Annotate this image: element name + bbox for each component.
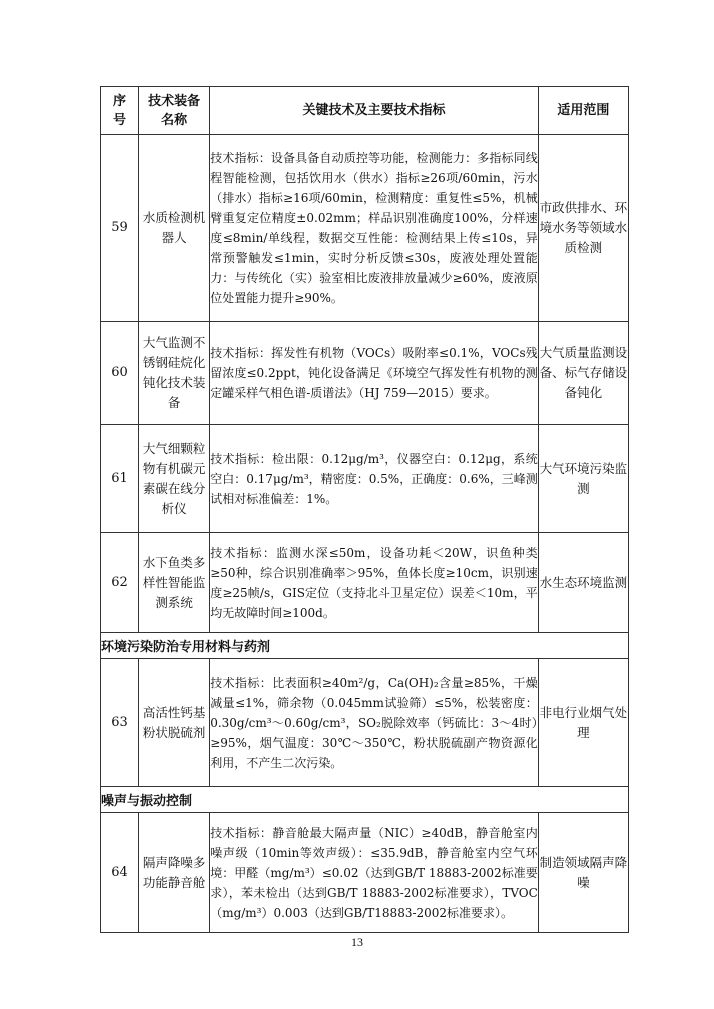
technical-spec: 技术指标：设备具备自动质控等功能，检测能力：多指标同线程智能检测，包括饮用水（供水）指标≥26项/60min，污水（排水）指标≥16项/60min，检测精度：重复性≤5%，机械臂重复定位精度±0.02mm；样品识别准确度100%，分样速度≤8min/单线程，数据交互性能：检测结果上传≤10s，异常预警触发≤1min，实时分析反馈≤30s，废液处理处置能力：与传统化（实）验室相比废液排放量减少≥60%，废液原位处置能力提升≥90%。 — [210, 135, 539, 322]
header-name: 技术装备名称 — [139, 87, 210, 135]
equipment-name: 水质检测机器人 — [139, 135, 210, 322]
table-row — [101, 533, 629, 633]
application-scope: 大气环境污染监测 — [538, 425, 628, 533]
table-row — [101, 425, 629, 533]
table-row — [101, 659, 629, 787]
section-heading: 环境污染防治专用材料与药剂 — [101, 633, 629, 659]
section-row — [101, 787, 629, 813]
application-scope: 非电行业烟气处理 — [538, 659, 628, 787]
technical-spec: 技术指标：检出限：0.12μg/m³，仪器空白：0.12μg，系统空白：0.17μg/m³，精密度：0.5%，正确度：0.6%，三峰测试相对标准偏差：1%。 — [210, 425, 539, 533]
row-number: 62 — [101, 533, 139, 633]
page-number: 13 — [351, 935, 363, 949]
equipment-table — [100, 86, 629, 933]
equipment-name: 大气监测不锈钢硅烷化钝化技术装备 — [139, 322, 210, 425]
section-heading: 噪声与振动控制 — [101, 787, 629, 813]
table-header-row — [101, 87, 629, 135]
application-scope: 水生态环境监测 — [538, 533, 628, 633]
header-spec: 关键技术及主要技术指标 — [210, 87, 539, 135]
technical-spec: 技术指标：比表面积≥40m²/g，Ca(OH)₂含量≥85%，干燥减量≤1%，筛余物（0.045mm试验筛）≤5%，松装密度：0.30g/cm³～0.60g/cm³，SO₂脱除效率（钙硫比：3～4时）≥95%，烟气温度：30℃～350℃，粉状脱硫副产物资源化利用，不产生二次污染。 — [210, 659, 539, 787]
application-scope: 制造领域隔声降噪 — [538, 813, 628, 933]
equipment-name: 高活性钙基粉状脱硫剂 — [139, 659, 210, 787]
section-row — [101, 633, 629, 659]
table-row — [101, 813, 629, 933]
row-number: 64 — [101, 813, 139, 933]
row-number: 63 — [101, 659, 139, 787]
technical-spec: 技术指标：监测水深≤50m，设备功耗＜20W，识鱼种类≥50种，综合识别准确率＞95%，鱼体长度≥10cm，识别速度≥25帧/s，GIS定位（支持北斗卫星定位）误差＜10m，平均无故障时间≥100d。 — [210, 533, 539, 633]
technical-spec: 技术指标：挥发性有机物（VOCs）吸附率≤0.1%，VOCs残留浓度≤0.2ppt，钝化设备满足《环境空气挥发性有机物的测定罐采样气相色谱-质谱法》（HJ 759—2015）要求。 — [210, 322, 539, 425]
table-row — [101, 322, 629, 425]
row-number: 59 — [101, 135, 139, 322]
table-row — [101, 135, 629, 322]
technical-spec: 技术指标：静音舱最大隔声量（NIC）≥40dB，静音舱室内噪声级（10min等效声级）：≤35.9dB，静音舱室内空气环境：甲醛（mg/m³）≤0.02（达到GB/T 18883-2002标准要求），苯未检出（达到GB/T 18883-2002标准要求），TVOC（mg/m³）0.003（达到GB/T18883-2002标准要求）。 — [210, 813, 539, 933]
equipment-name: 隔声降噪多功能静音舱 — [139, 813, 210, 933]
header-no: 序号 — [101, 87, 139, 135]
equipment-name: 大气细颗粒物有机碳元素碳在线分析仪 — [139, 425, 210, 533]
equipment-name: 水下鱼类多样性智能监测系统 — [139, 533, 210, 633]
header-scope: 适用范围 — [538, 87, 628, 135]
application-scope: 大气质量监测设备、标气存储设备钝化 — [538, 322, 628, 425]
row-number: 61 — [101, 425, 139, 533]
application-scope: 市政供排水、环境水务等领域水质检测 — [538, 135, 628, 322]
row-number: 60 — [101, 322, 139, 425]
